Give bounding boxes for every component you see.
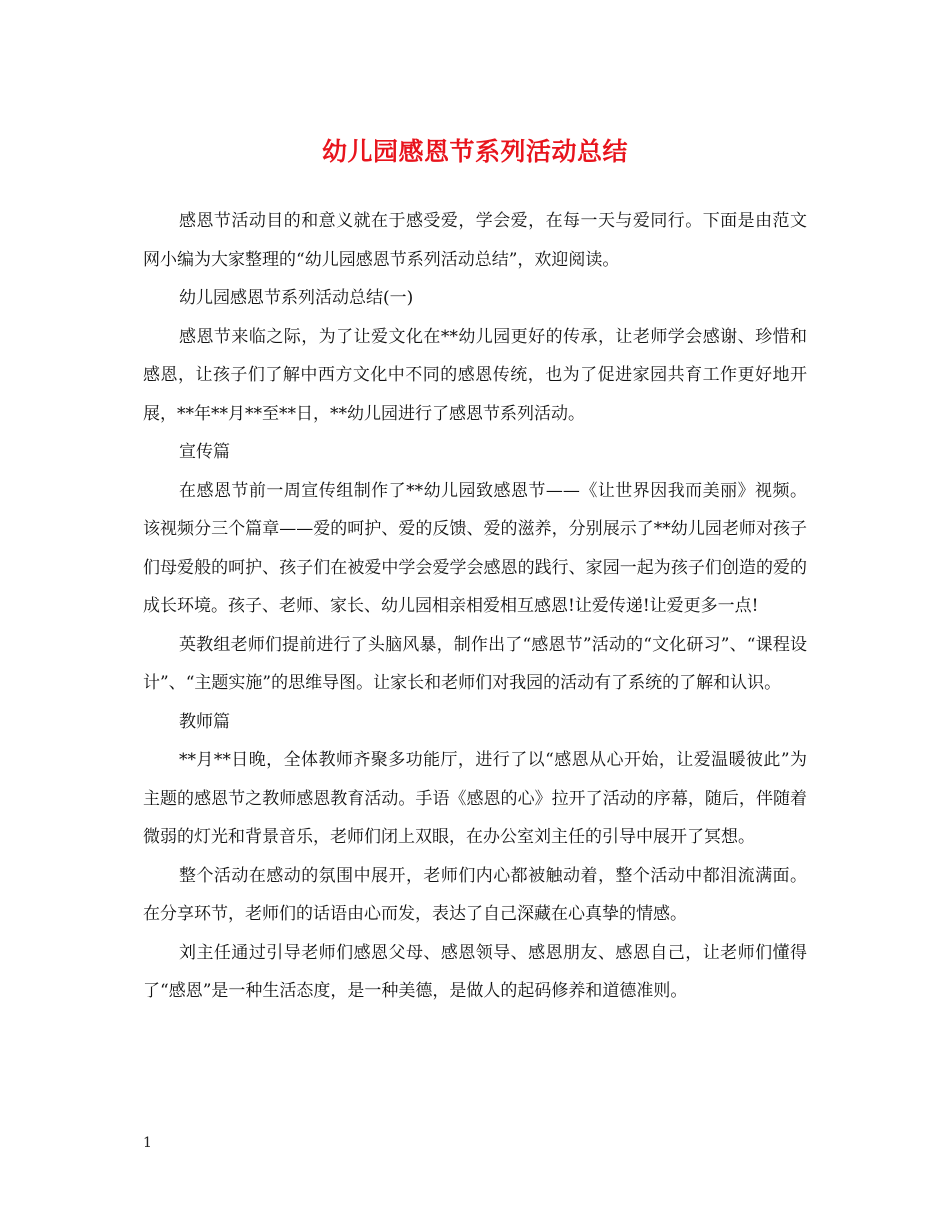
publicity-video-paragraph: 在感恩节前一周宣传组制作了**幼儿园致感恩节——《让世界因我而美丽》视频。该视频分三个篇章——爱的呵护、爱的反馈、爱的滋养，分别展示了**幼儿园老师对孩子们母爱般的呵护、孩子们在被爱中学会爱学会感恩的践行、家园一起为孩子们创造的爱的成长环境。孩子、老师、家长、幼儿园相亲相爱相互感恩!让爱传递!让爱更多一点! <box>143 480 807 616</box>
mind-map-paragraph: 英教组老师们提前进行了头脑风暴，制作出了“感恩节”活动的“文化研习”、“课程设计”、“主题实施”的思维导图。让家长和老师们对我园的活动有了系统的了解和认识。 <box>143 634 807 693</box>
teacher-activity-paragraph: **月**日晚，全体教师齐聚多功能厅，进行了以“感恩从心开始，让爱温暖彼此”为主题的感恩节之教师感恩教育活动。手语《感恩的心》拉开了活动的序幕，随后，伴随着微弱的灯光和背景音乐，老师们闭上双眼，在办公室刘主任的引导中展开了冥想。 <box>143 750 807 847</box>
section-heading-teachers: 教师篇 <box>179 711 230 732</box>
document-body <box>143 202 807 1011</box>
document-title: 幼儿园感恩节系列活动总结 <box>321 137 628 166</box>
section-heading-publicity: 宣传篇 <box>179 442 230 462</box>
section-heading-summary-one: 幼儿园感恩节系列活动总结(一) <box>179 288 414 308</box>
overview-paragraph: 感恩节来临之际，为了让爱文化在**幼儿园更好的传承，让老师学会感谢、珍惜和感恩，让孩子们了解中西方文化中不同的感恩传统，也为了促进家园共育工作更好地开展，**年**月**至**日，**幼儿园进行了感恩节系列活动。 <box>143 326 807 424</box>
gratitude-lesson-paragraph: 刘主任通过引导老师们感恩父母、感恩领导、感恩朋友、感恩自己，让老师们懂得了“感恩”是一种生活态度，是一种美德，是做人的起码修养和道德准则。 <box>143 942 807 1001</box>
page-number: 1 <box>143 1135 152 1151</box>
teacher-emotion-paragraph: 整个活动在感动的氛围中展开，老师们内心都被触动着，整个活动中都泪流满面。在分享环节，老师们的话语由心而发，表达了自己深藏在心真挚的情感。 <box>143 865 807 924</box>
intro-paragraph: 感恩节活动目的和意义就在于感受爱，学会爱，在每一天与爱同行。下面是由范文网小编为大家整理的“幼儿园感恩节系列活动总结”，欢迎阅读。 <box>143 211 807 270</box>
